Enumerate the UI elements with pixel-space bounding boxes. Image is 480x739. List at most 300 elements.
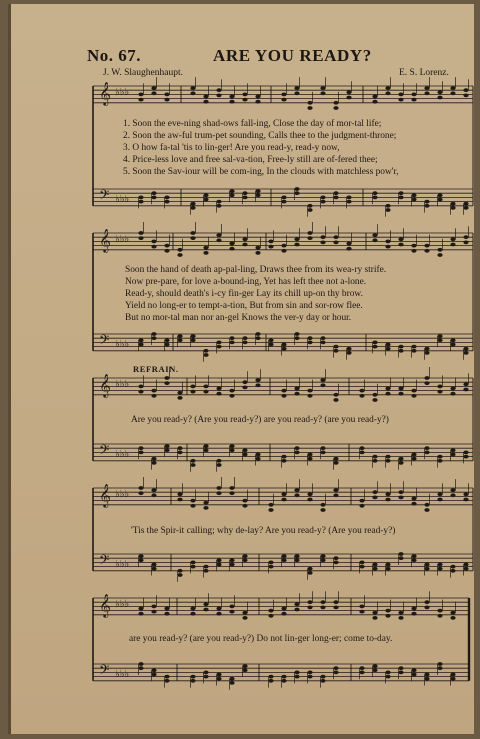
note-head [190,504,195,508]
note-head [372,567,377,571]
note-head [138,196,143,200]
note-head [190,385,195,389]
note-head [164,381,169,385]
note-head [424,563,429,567]
note-head [307,498,312,502]
note-head [229,193,234,197]
note-head [203,95,208,99]
note-head [164,376,169,380]
note-head [177,498,182,502]
note-head [437,198,442,202]
note-head [450,338,455,342]
note-head [307,675,312,679]
note-head [281,459,286,463]
note-head [229,247,234,251]
note-head [307,106,312,110]
note-head [203,193,208,197]
treble-clef-icon: 𝄞 [99,228,111,252]
note-head [372,345,377,349]
treble-clef-icon: 𝄞 [99,593,111,617]
note-head [281,244,286,248]
note-head [411,554,416,558]
note-head [190,459,195,463]
note-head [463,235,468,239]
note-head [424,249,429,253]
note-head [398,552,403,556]
note-head [151,191,156,195]
note-head [463,202,468,206]
note-head [385,245,390,249]
note-head [463,388,468,392]
note-head [463,451,468,455]
note-head [151,336,156,340]
note-head [450,677,455,681]
note-head [242,664,247,668]
note-head [164,448,169,452]
note-head [411,198,416,202]
key-signature-icon: ♭♭♭ [115,339,130,350]
treble-clef-icon: 𝄞 [99,81,111,105]
note-head [385,86,390,90]
note-head [450,453,455,457]
note-head [346,196,351,200]
bass-clef-icon: 𝄢 [99,552,110,571]
note-head [164,607,169,611]
note-head [346,200,351,204]
note-head [242,237,247,241]
note-head [372,233,377,237]
note-head [333,600,338,604]
note-head [437,459,442,463]
note-head [255,336,260,340]
note-head [424,451,429,455]
note-head [203,675,208,679]
refrain-lyric-line-3: are you read-y? (are you read-y?) Do not lin-ger long-er; come to-day. [129,634,393,644]
note-head [411,193,416,197]
note-head [372,95,377,99]
key-signature-icon: ♭♭♭ [115,559,130,570]
note-head [294,554,299,558]
note-head [268,679,273,683]
treble-clef-icon: 𝄞 [99,373,111,397]
note-head [255,457,260,461]
note-head [281,200,286,204]
note-head [424,677,429,681]
note-head [320,675,325,679]
note-head [424,351,429,355]
note-head [281,498,286,502]
note-head [216,486,221,490]
refrain-lyric-line-2: 'Tis the Spir-it calling; why de-lay? Are you read-y? (Are you read-y?) [131,526,396,536]
note-head [307,336,312,340]
note-head [216,491,221,495]
note-head [424,86,429,90]
note-head [320,606,325,610]
note-head [255,251,260,255]
note-head [151,493,156,497]
key-signature-icon: ♭♭♭ [115,87,130,98]
note-head [385,498,390,502]
note-head [320,91,325,95]
note-head [255,383,260,387]
note-head [268,338,273,342]
note-head [177,253,182,257]
lyricist-credit: J. W. Slaughenhaupt. [103,68,183,78]
note-head [437,614,442,618]
note-head [450,616,455,620]
note-head [229,242,234,246]
note-head [320,503,325,507]
note-head [190,607,195,611]
note-head [216,88,221,92]
note-head [307,236,312,240]
note-head [242,380,247,384]
note-head [411,457,416,461]
note-head [307,606,312,610]
note-head [203,385,208,389]
note-head [333,606,338,610]
note-head [242,616,247,620]
note-head [463,241,468,245]
note-head [437,662,442,666]
note-head [229,189,234,193]
note-head [268,614,273,618]
note-head [398,345,403,349]
note-head [398,457,403,461]
note-head [177,451,182,455]
note-head [268,343,273,347]
note-head [398,611,403,615]
note-head [320,86,325,90]
note-head [307,457,312,461]
note-head [268,508,273,512]
note-head [203,198,208,202]
note-head [398,392,403,396]
note-head [398,349,403,353]
note-head [463,351,468,355]
note-head [294,493,299,497]
note-head [320,383,325,387]
note-head [177,248,182,252]
note-head [151,610,156,614]
note-head [216,341,221,345]
note-head [411,98,416,102]
note-head [190,390,195,394]
verse-line: Soon the hand of death ap-pal-ling, Draws thee from its wea-ry strife. [125,265,387,275]
note-head [359,504,364,508]
note-head [411,249,416,253]
note-head [268,565,273,569]
note-head [151,668,156,672]
note-head [346,242,351,246]
note-head [190,679,195,683]
note-head [307,341,312,345]
note-head [424,446,429,450]
note-head [372,668,377,672]
note-head [411,502,416,506]
note-head [151,332,156,336]
note-head [164,98,169,102]
note-head [333,191,338,195]
note-head [190,675,195,679]
music-notation [11,4,477,734]
note-head [437,390,442,394]
treble-clef-icon: 𝄞 [99,483,111,507]
note-head [216,392,221,396]
note-head [190,334,195,338]
note-head [372,398,377,402]
note-head [463,347,468,351]
note-head [268,240,273,244]
key-signature-icon: ♭♭♭ [115,379,130,390]
note-head [138,385,143,389]
note-head [164,196,169,200]
note-head [463,88,468,92]
note-head [294,86,299,90]
note-head [424,347,429,351]
note-head [333,457,338,461]
note-head [307,204,312,208]
note-head [255,378,260,382]
note-head [320,679,325,683]
note-head [398,666,403,670]
note-head [437,253,442,257]
note-head [190,91,195,95]
note-head [216,612,221,616]
verse-lines-part2 [125,264,386,324]
note-head [242,453,247,457]
note-head [151,245,156,249]
note-head [385,609,390,613]
note-head [203,251,208,255]
note-head [320,446,325,450]
note-head [424,567,429,571]
note-head [372,664,377,668]
note-head [424,503,429,507]
note-head [151,457,156,461]
note-head [398,461,403,465]
note-head [450,493,455,497]
note-head [424,606,429,610]
note-head [333,235,338,239]
hymn-page [8,4,474,734]
key-signature-icon: ♭♭♭ [115,489,130,500]
note-head [138,93,143,97]
note-head [333,461,338,465]
note-head [320,378,325,382]
note-head [307,492,312,496]
note-head [190,86,195,90]
note-head [411,497,416,501]
note-head [151,394,156,398]
note-head [372,459,377,463]
note-head [216,558,221,562]
note-head [333,493,338,497]
note-head [294,608,299,612]
note-head [164,343,169,347]
note-head [281,554,286,558]
note-head [294,392,299,396]
note-head [424,204,429,208]
note-head [372,563,377,567]
note-head [229,486,234,490]
note-head [281,389,286,393]
note-head [294,558,299,562]
note-head [437,385,442,389]
note-head [242,499,247,503]
note-head [216,459,221,463]
note-head [450,202,455,206]
note-head [281,98,286,102]
note-head [411,389,416,393]
note-head [359,610,364,614]
note-head [177,396,182,400]
note-head [229,448,234,452]
note-head [190,236,195,240]
note-head [450,206,455,210]
note-head [164,679,169,683]
note-head [463,206,468,210]
note-head [320,235,325,239]
note-head [203,353,208,357]
note-head [255,95,260,99]
note-head [307,600,312,604]
note-head [281,347,286,351]
note-head [320,600,325,604]
note-head [437,609,442,613]
note-head [294,237,299,241]
note-head [359,561,364,565]
note-head [229,100,234,104]
note-head [164,244,169,248]
note-head [164,93,169,97]
note-head [281,93,286,97]
note-head [359,605,364,609]
note-head [398,556,403,560]
verse-line: But no mor-tal man nor an-gel Knows the ver-y day or hour. [125,313,352,324]
note-head [164,675,169,679]
note-head [385,240,390,244]
note-head [229,605,234,609]
note-head [216,563,221,567]
note-head [242,668,247,672]
note-head [190,499,195,503]
note-head [333,196,338,200]
note-head [437,334,442,338]
note-head [216,607,221,611]
note-head [437,498,442,502]
note-head [450,392,455,396]
note-head [255,332,260,336]
note-head [437,96,442,100]
note-head [307,101,312,105]
note-head [463,492,468,496]
note-head [450,448,455,452]
note-head [229,677,234,681]
note-head [320,336,325,340]
note-head [411,612,416,616]
note-head [138,554,143,558]
note-head [320,241,325,245]
note-head [229,336,234,340]
note-head [216,677,221,681]
note-head [138,343,143,347]
note-head [216,463,221,467]
note-head [333,101,338,105]
note-head [333,106,338,110]
note-head [320,558,325,562]
note-head [242,448,247,452]
note-head [463,455,468,459]
note-head [307,231,312,235]
note-head [463,567,468,571]
note-head [437,666,442,670]
note-head [398,93,403,97]
note-head [255,100,260,104]
note-head [411,453,416,457]
note-head [216,387,221,391]
note-head [164,444,169,448]
note-head [294,387,299,391]
note-head [411,673,416,677]
note-head [177,569,182,573]
note-head [359,394,364,398]
note-head [190,463,195,467]
note-head [424,600,429,604]
note-head [398,387,403,391]
note-head [333,556,338,560]
note-head [398,98,403,102]
note-head [138,662,143,666]
note-head [281,196,286,200]
bass-clef-icon: 𝄢 [99,187,110,206]
note-head [281,612,286,616]
note-head [424,376,429,380]
note-head [294,243,299,247]
note-head [242,93,247,97]
note-head [242,611,247,615]
note-head [385,614,390,618]
note-head [164,249,169,253]
note-head [385,671,390,675]
note-head [242,243,247,247]
note-head [463,94,468,98]
note-head [359,499,364,503]
note-head [294,336,299,340]
note-head [385,204,390,208]
note-head [203,349,208,353]
note-head [463,563,468,567]
note-head [359,446,364,450]
note-head [385,492,390,496]
note-head [385,563,390,567]
note-head [138,200,143,204]
verse-line: 3. O how fa-tal 'tis to lin-ger! Are you read-y, read-y now, [123,143,340,154]
note-head [333,561,338,565]
note-head [281,343,286,347]
note-head [268,609,273,613]
note-head [255,453,260,457]
note-head [307,567,312,571]
note-head [151,563,156,567]
note-head [450,611,455,615]
note-head [411,607,416,611]
note-head [281,607,286,611]
note-head [411,668,416,672]
note-head [190,612,195,616]
note-head [242,386,247,390]
note-head [281,675,286,679]
